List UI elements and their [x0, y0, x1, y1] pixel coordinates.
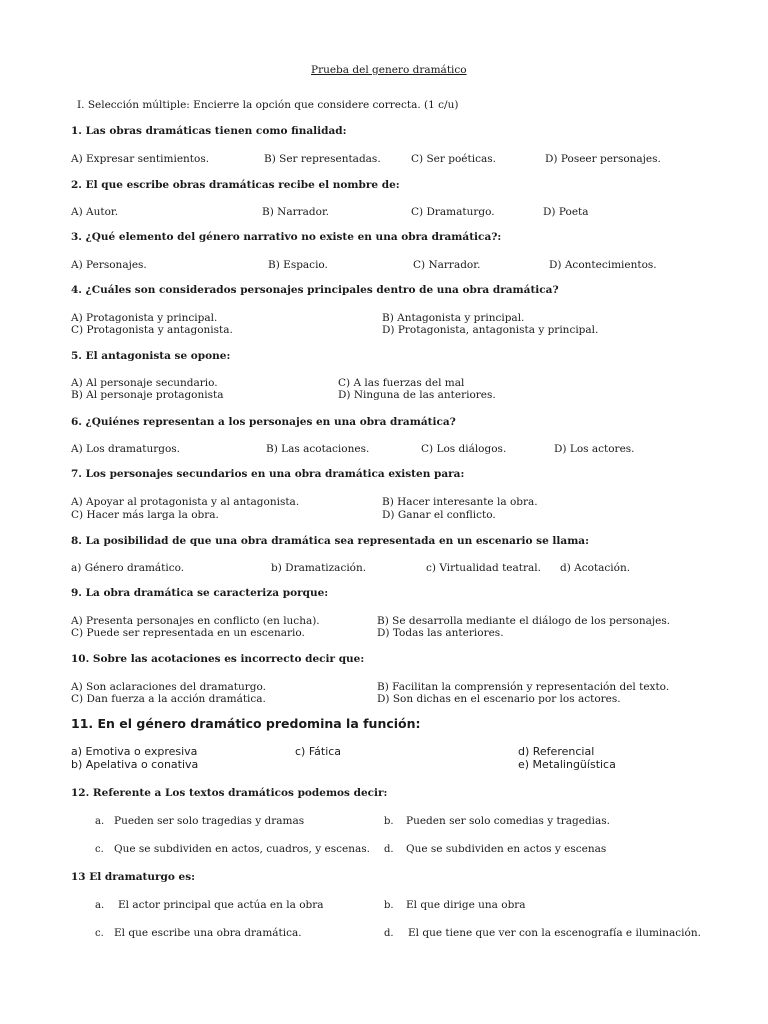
question-10: 10. Sobre las acotaciones es incorrecto decir que:: [71, 653, 365, 665]
q5-option-c: C) A las fuerzas del mal: [338, 377, 465, 389]
q8-option-c: c) Virtualidad teatral.: [426, 562, 541, 574]
q11-option-e: e) Metalingüística: [518, 758, 616, 771]
q8-option-d: d) Acotación.: [560, 562, 631, 574]
q12-option-a: Pueden ser solo tragedias y dramas: [114, 815, 305, 827]
q1-option-c: C) Ser poéticas.: [411, 153, 496, 165]
q3-option-d: D) Acontecimientos.: [549, 259, 657, 271]
q2-option-b: B) Narrador.: [262, 206, 330, 218]
q1-option-b: B) Ser representadas.: [264, 153, 381, 165]
q12-marker-b: b.: [384, 816, 394, 827]
question-8: 8. La posibilidad de que una obra dramática sea representada en un escenario se llama:: [71, 535, 589, 547]
question-5: 5. El antagonista se opone:: [71, 350, 231, 362]
question-12: 12. Referente a Los textos dramáticos podemos decir:: [71, 787, 388, 799]
q3-option-c: C) Narrador.: [413, 259, 481, 271]
question-13: 13 El dramaturgo es:: [71, 871, 195, 883]
question-1: 1. Las obras dramáticas tienen como finalidad:: [71, 125, 347, 137]
q2-option-a: A) Autor.: [71, 206, 119, 218]
q12-marker-d: d.: [384, 844, 394, 855]
q9-option-a: A) Presenta personajes en conflicto (en lucha).: [71, 615, 320, 627]
q7-option-d: D) Ganar el conflicto.: [382, 509, 496, 521]
question-4: 4. ¿Cuáles son considerados personajes principales dentro de una obra dramática?: [71, 284, 559, 296]
q13-option-c: El que escribe una obra dramática.: [114, 927, 302, 939]
q3-option-b: B) Espacio.: [268, 259, 328, 271]
instructions: I. Selección múltiple: Encierre la opción que considere correcta. (1 c/u): [77, 99, 459, 111]
q11-option-a: a) Emotiva o expresiva: [71, 745, 198, 758]
q13-marker-b: b.: [384, 900, 394, 911]
q5-option-a: A) Al personaje secundario.: [71, 377, 218, 389]
q13-marker-d: d.: [384, 928, 394, 939]
question-9: 9. La obra dramática se caracteriza porque:: [71, 587, 329, 599]
q2-option-d: D) Poeta: [543, 206, 589, 218]
q7-option-a: A) Apoyar al protagonista y al antagonista.: [71, 496, 300, 508]
q12-marker-c: c.: [95, 844, 104, 855]
q6-option-d: D) Los actores.: [554, 443, 635, 455]
q5-option-d: D) Ninguna de las anteriores.: [338, 389, 496, 401]
q1-option-d: D) Poseer personajes.: [545, 153, 661, 165]
q10-option-b: B) Facilitan la comprensión y representación del texto.: [377, 681, 670, 693]
question-2: 2. El que escribe obras dramáticas recibe el nombre de:: [71, 179, 400, 191]
q12-marker-a: a.: [95, 816, 105, 827]
q9-option-c: C) Puede ser representada en un escenario.: [71, 627, 305, 639]
q4-option-d: D) Protagonista, antagonista y principal.: [382, 324, 599, 336]
q9-option-b: B) Se desarrolla mediante el diálogo de los personajes.: [377, 615, 671, 627]
question-3: 3. ¿Qué elemento del género narrativo no existe en una obra dramática?:: [71, 231, 502, 243]
page-title: Prueba del genero dramático: [311, 64, 467, 76]
q7-option-c: C) Hacer más larga la obra.: [71, 509, 219, 521]
q13-option-b: El que dirige una obra: [406, 899, 526, 911]
question-6: 6. ¿Quiénes representan a los personajes en una obra dramática?: [71, 416, 456, 428]
question-7: 7. Los personajes secundarios en una obra dramática existen para:: [71, 468, 465, 480]
question-11: 11. En el género dramático predomina la función:: [71, 716, 421, 731]
q6-option-c: C) Los diálogos.: [421, 443, 507, 455]
q12-option-d: Que se subdividen en actos y escenas: [406, 843, 607, 855]
q10-option-c: C) Dan fuerza a la acción dramática.: [71, 693, 266, 705]
q4-option-b: B) Antagonista y principal.: [382, 312, 525, 324]
q3-option-a: A) Personajes.: [71, 259, 147, 271]
q11-option-c: c) Fática: [295, 745, 342, 758]
q4-option-c: C) Protagonista y antagonista.: [71, 324, 233, 336]
q8-option-b: b) Dramatización.: [271, 562, 367, 574]
q7-option-b: B) Hacer interesante la obra.: [382, 496, 538, 508]
q6-option-a: A) Los dramaturgos.: [71, 443, 181, 455]
q2-option-c: C) Dramaturgo.: [411, 206, 495, 218]
q8-option-a: a) Género dramático.: [71, 562, 185, 574]
q12-option-b: Pueden ser solo comedias y tragedias.: [406, 815, 610, 827]
q1-option-a: A) Expresar sentimientos.: [71, 153, 210, 165]
q11-option-b: b) Apelativa o conativa: [71, 758, 199, 771]
q4-option-a: A) Protagonista y principal.: [71, 312, 218, 324]
q5-option-b: B) Al personaje protagonista: [71, 389, 224, 401]
q10-option-a: A) Son aclaraciones del dramaturgo.: [71, 681, 266, 693]
q13-option-d: El que tiene que ver con la escenografía e iluminación.: [408, 927, 701, 939]
q13-marker-a: a.: [95, 900, 105, 911]
q12-option-c: Que se subdividen en actos, cuadros, y escenas.: [114, 843, 370, 855]
q6-option-b: B) Las acotaciones.: [266, 443, 370, 455]
q13-option-a: El actor principal que actúa en la obra: [118, 899, 324, 911]
q13-marker-c: c.: [95, 928, 104, 939]
q11-option-d: d) Referencial: [518, 745, 595, 758]
q10-option-d: D) Son dichas en el escenario por los actores.: [377, 693, 621, 705]
q9-option-d: D) Todas las anteriores.: [377, 627, 504, 639]
